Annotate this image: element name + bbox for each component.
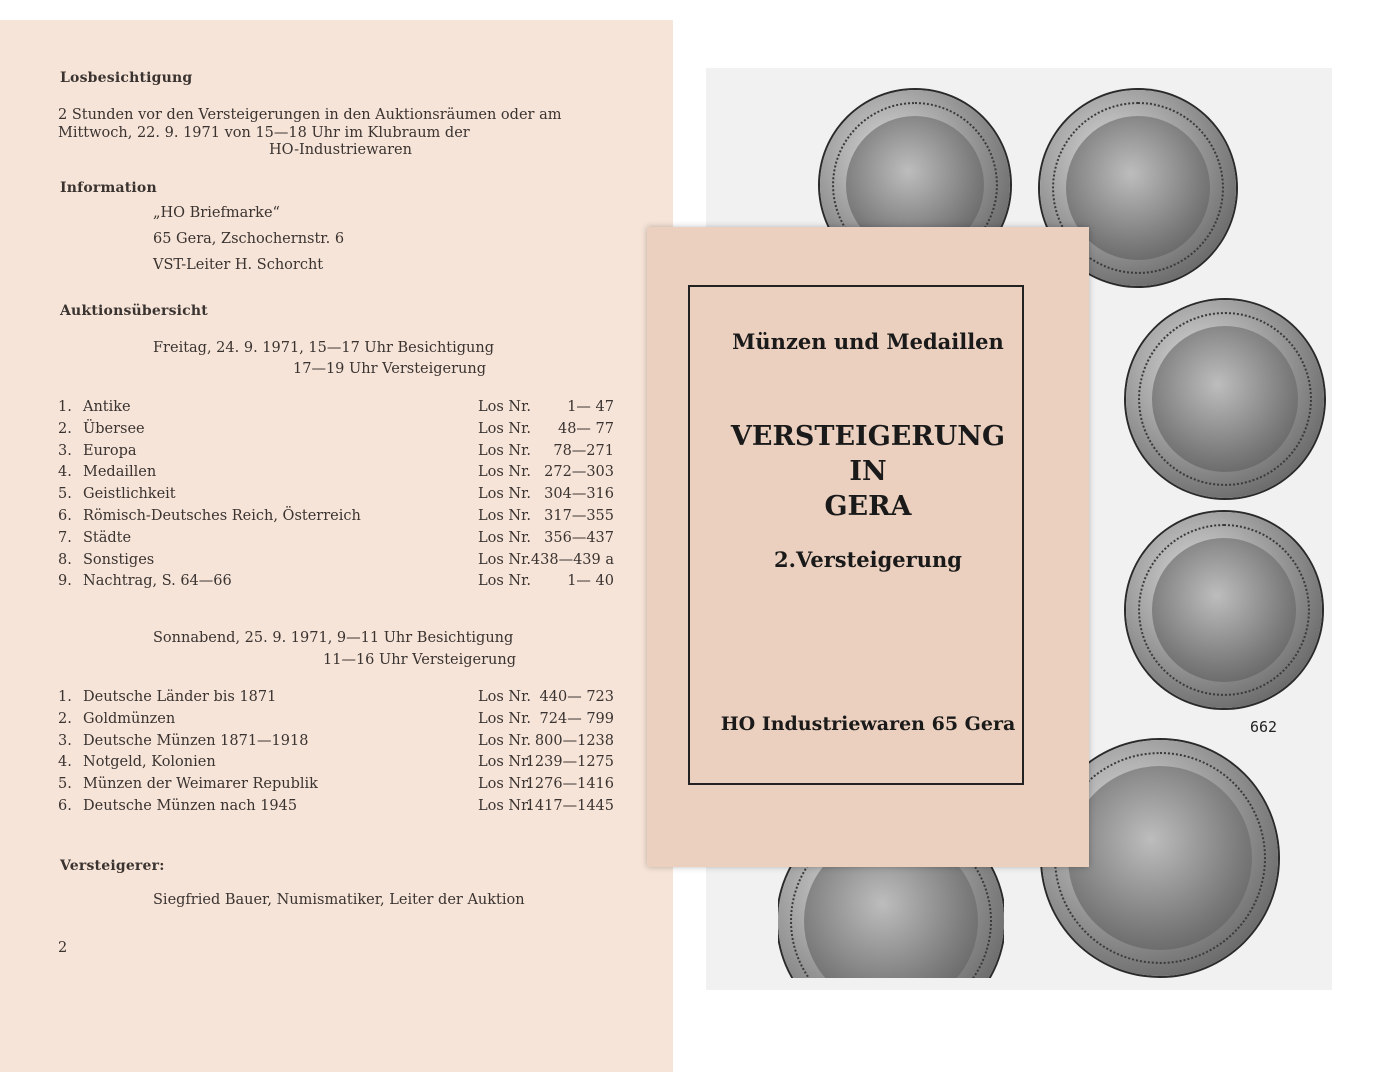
lot-label: Los Nr.	[478, 442, 532, 459]
day2-lot-row	[58, 776, 638, 796]
lot-label: Los Nr.	[478, 508, 532, 524]
lot-category: Europa	[83, 442, 137, 459]
lot-range: 1— 40	[567, 573, 614, 590]
booklet-cover	[647, 227, 1089, 867]
lot-label: Los Nr.	[478, 399, 532, 415]
lot-number: 2.	[58, 710, 72, 727]
day2-schedule: Sonnabend, 25. 9. 1971, 9—11 Uhr Besichtigung	[153, 630, 514, 646]
lot-range: 724— 799	[539, 710, 614, 727]
day1-lot-row	[58, 421, 638, 441]
lot-number: 3.	[58, 442, 72, 459]
day1-lot-row	[58, 399, 638, 419]
lot-range: 78—271	[553, 442, 614, 459]
lot-range: 1417—1445	[525, 798, 614, 814]
day1-lot-row	[58, 552, 638, 572]
page-number: 2	[58, 940, 68, 956]
lot-category: Übersee	[83, 420, 145, 437]
lot-range: 1276—1416	[525, 776, 614, 793]
lot-range: 272—303	[544, 464, 614, 481]
lot-category: Deutsche Münzen nach 1945	[83, 798, 298, 814]
losbesichtigung-location: HO-Industriewaren	[269, 142, 412, 158]
day2-lot-row	[58, 733, 638, 753]
lot-number: 7.	[58, 529, 72, 546]
information-line: 65 Gera, Zschochernstr. 6	[153, 231, 345, 247]
catalog-page	[0, 20, 673, 1072]
day2-lot-row	[58, 711, 638, 731]
lot-category: Medaillen	[83, 464, 157, 481]
day1-lot-row	[58, 443, 638, 463]
lot-number: 5.	[58, 486, 72, 503]
lot-category: Römisch-Deutsches Reich, Österreich	[83, 508, 361, 524]
lot-range: 317—355	[544, 508, 614, 524]
lot-label: Los Nr.	[478, 710, 532, 727]
day1-lot-row	[58, 508, 638, 528]
lot-category: Antike	[83, 399, 131, 415]
lot-number: 2.	[58, 420, 72, 437]
lot-label: Los Nr.	[478, 486, 532, 503]
versteigerer-heading: Versteigerer:	[60, 858, 165, 874]
lot-number: 4.	[58, 754, 72, 771]
cover-publisher: HO Industriewaren 65 Gera	[720, 713, 1016, 735]
coin-image	[1126, 300, 1324, 498]
day1-schedule: 17—19 Uhr Versteigerung	[293, 361, 487, 377]
information-heading: Information	[60, 180, 157, 196]
cover-title-line: GERA	[824, 491, 912, 522]
cover-title-line: VERSTEIGERUNG	[730, 421, 1006, 452]
day2-lot-row	[58, 754, 638, 774]
lot-range: 440— 723	[539, 689, 614, 705]
lot-label: Los Nr.	[478, 732, 532, 749]
information-line: „HO Briefmarke“	[153, 205, 280, 221]
day2-lot-row	[58, 798, 638, 818]
lot-number: 6.	[58, 798, 72, 814]
coin-image	[1126, 512, 1322, 708]
lot-number: 6.	[58, 508, 72, 524]
lot-label: Los Nr.	[478, 464, 532, 481]
lot-number: 4.	[58, 464, 72, 481]
day1-lot-row	[58, 486, 638, 506]
lot-category: Deutsche Länder bis 1871	[83, 689, 277, 705]
cover-title	[647, 419, 1089, 524]
versteigerer-name: Siegfried Bauer, Numismatiker, Leiter der Auktion	[153, 892, 525, 908]
lot-range: 1— 47	[567, 399, 614, 415]
lot-category: Sonstiges	[83, 551, 155, 568]
auktionsuebersicht-heading: Auktionsübersicht	[60, 303, 208, 319]
day2-schedule: 11—16 Uhr Versteigerung	[323, 652, 517, 668]
lot-label: Los Nr.	[478, 754, 532, 771]
lot-label: Los Nr.	[478, 776, 532, 793]
lot-category: Geistlichkeit	[83, 486, 176, 503]
cover-title-line: IN	[849, 456, 887, 487]
information-line: VST-Leiter H. Schorcht	[153, 257, 324, 273]
lot-category: Nachtrag, S. 64—66	[83, 573, 232, 590]
cover-frame	[688, 285, 1024, 785]
lot-number: 9.	[58, 573, 72, 590]
lot-range: 1239—1275	[525, 754, 614, 771]
lot-number: 3.	[58, 732, 72, 749]
lot-category: Goldmünzen	[83, 710, 176, 727]
lot-label: Los Nr.	[478, 529, 532, 546]
lot-range: 438—439 a	[530, 551, 614, 568]
lot-category: Notgeld, Kolonien	[83, 754, 216, 771]
lot-category: Städte	[83, 529, 132, 546]
cover-edition: 2.Versteigerung	[774, 547, 962, 572]
cover-subtitle: Münzen und Medaillen	[732, 329, 1004, 354]
lot-category: Münzen der Weimarer Republik	[83, 776, 318, 793]
lot-category: Deutsche Münzen 1871—1918	[83, 732, 309, 749]
lot-range: 304—316	[544, 486, 614, 503]
lot-label: Los Nr.	[478, 551, 532, 568]
losbesichtigung-heading: Losbesichtigung	[60, 70, 193, 86]
lot-range: 800—1238	[534, 732, 614, 749]
day1-lot-row	[58, 573, 638, 593]
lot-range: 48— 77	[557, 420, 614, 437]
plate-number: 662	[1250, 718, 1278, 736]
lot-label: Los Nr.	[478, 573, 532, 590]
day2-lot-row	[58, 689, 638, 709]
day1-lot-row	[58, 464, 638, 484]
lot-number: 1.	[58, 689, 72, 705]
lot-number: 5.	[58, 776, 72, 793]
day1-lot-row	[58, 530, 638, 550]
lot-label: Los Nr.	[478, 689, 532, 705]
lot-range: 356—437	[544, 529, 614, 546]
losbesichtigung-text: 2 Stunden vor den Versteigerungen in den Auktionsräumen oder am Mittwoch, 22. 9. 1971 von 15—18 Uhr im Klubraum der	[58, 107, 562, 141]
lot-number: 8.	[58, 551, 72, 568]
day1-schedule: Freitag, 24. 9. 1971, 15—17 Uhr Besichtigung	[153, 340, 495, 356]
lot-label: Los Nr.	[478, 420, 532, 437]
lot-label: Los Nr.	[478, 798, 532, 814]
lot-number: 1.	[58, 399, 72, 415]
